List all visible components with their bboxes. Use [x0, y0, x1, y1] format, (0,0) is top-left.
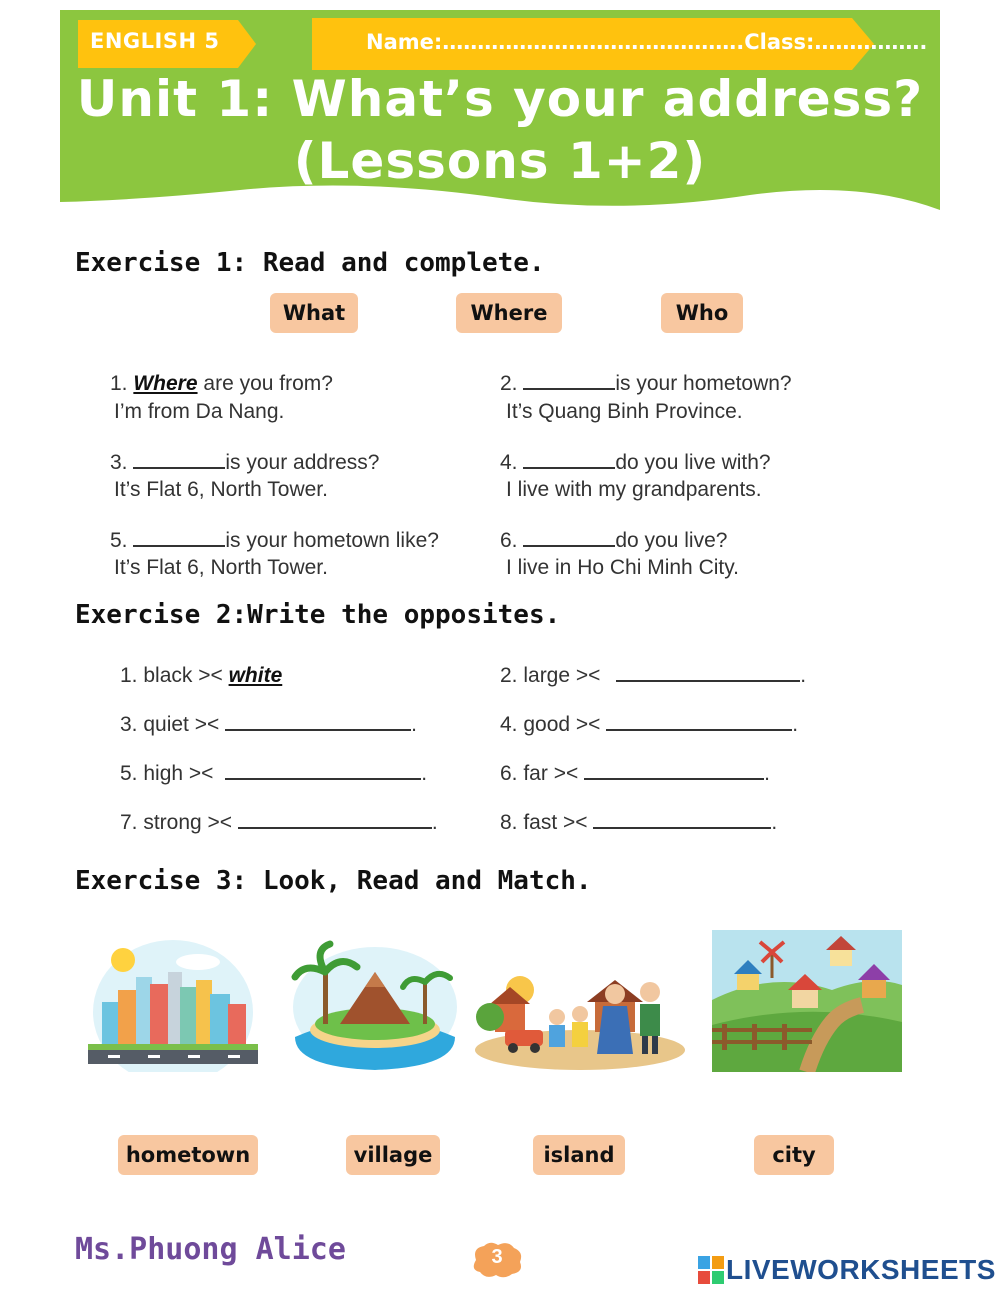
ex2-item-5 — [120, 760, 427, 787]
item-prompt: 6. far >< — [500, 762, 579, 785]
item-number: 2. — [500, 372, 518, 395]
word-city[interactable]: city — [754, 1135, 834, 1175]
answer-blank[interactable] — [523, 527, 615, 547]
ex2-item-6 — [500, 760, 770, 787]
answer-blank[interactable] — [133, 527, 225, 547]
item-prompt: 7. strong >< — [120, 811, 233, 834]
word-village[interactable]: village — [346, 1135, 440, 1175]
ex1-item-5 — [110, 527, 439, 554]
ex2-item-4 — [500, 711, 798, 738]
item-prompt: 2. large >< — [500, 664, 601, 687]
island-picture[interactable] — [285, 932, 465, 1072]
item-question: do you live? — [615, 529, 728, 552]
item-prompt: 3. quiet >< — [120, 713, 220, 736]
item-number: 5. — [110, 529, 128, 552]
word-bank-where[interactable]: Where — [456, 293, 562, 333]
ex2-item-3 — [120, 711, 417, 738]
ex1-item-3-response: It’s Flat 6, North Tower. — [114, 478, 328, 501]
ex2-item-1 — [120, 662, 282, 689]
ex1-item-1 — [110, 370, 333, 397]
answer-blank[interactable] — [523, 449, 615, 469]
brand-logo-text[interactable]: LIVEWORKSHEETS — [726, 1254, 996, 1285]
item-question: do you live with? — [615, 451, 771, 474]
answer-line[interactable] — [238, 809, 432, 829]
ex1-item-3 — [110, 449, 379, 476]
item-end: . — [771, 811, 778, 834]
item-question: is your address? — [225, 451, 380, 474]
ex2-item-8 — [500, 809, 777, 836]
item-prompt: 1. black >< — [120, 664, 223, 687]
ex1-item-5-response: It’s Flat 6, North Tower. — [114, 556, 328, 579]
word-bank-what[interactable]: What — [270, 293, 358, 333]
ex1-item-2 — [500, 370, 792, 397]
answer-line[interactable] — [584, 760, 764, 780]
item-end: . — [431, 811, 438, 834]
item-question: is your hometown? — [615, 372, 792, 395]
ex1-item-1-response: I’m from Da Nang. — [114, 400, 285, 423]
word-hometown[interactable]: hometown — [118, 1135, 258, 1175]
item-answer: Where — [133, 372, 198, 395]
item-answer: white — [228, 664, 283, 687]
ex2-item-7 — [120, 809, 438, 836]
subject-tag: ENGLISH 5 — [90, 29, 220, 53]
word-island[interactable]: island — [533, 1135, 625, 1175]
item-end: . — [792, 713, 799, 736]
answer-line[interactable] — [593, 809, 771, 829]
ex1-item-4 — [500, 449, 771, 476]
item-end: . — [800, 664, 807, 687]
item-prompt: 4. good >< — [500, 713, 601, 736]
item-end: . — [764, 762, 770, 785]
item-end: . — [411, 713, 417, 736]
author-name: Ms.Phuong Alice — [75, 1232, 346, 1267]
village-picture[interactable] — [712, 930, 902, 1072]
item-question: are you from? — [203, 372, 333, 395]
answer-line[interactable] — [225, 711, 411, 731]
exercise3-heading: Exercise 3: Look, Read and Match. — [75, 866, 592, 896]
ex1-item-4-response: I live with my grandparents. — [506, 478, 762, 501]
page-title: Unit 1: What’s your address? — [76, 70, 924, 128]
ex1-item-6-response: I live in Ho Chi Minh City. — [506, 556, 740, 579]
ex1-item-2-response: It’s Quang Binh Province. — [506, 400, 743, 423]
liveworksheets-logo-icon — [698, 1256, 724, 1284]
item-end: . — [421, 762, 428, 785]
hometown-picture[interactable] — [475, 962, 685, 1072]
answer-line[interactable] — [616, 662, 800, 682]
exercise1-heading: Exercise 1: Read and complete. — [75, 248, 545, 278]
answer-line[interactable] — [225, 760, 421, 780]
name-class-field[interactable]: Name:…………………………………….Class:……………. — [366, 30, 928, 54]
answer-blank[interactable] — [523, 370, 615, 390]
item-number: 6. — [500, 529, 518, 552]
item-number: 4. — [500, 451, 518, 474]
ex1-item-6 — [500, 527, 727, 554]
item-number: 3. — [110, 451, 128, 474]
exercise2-heading: Exercise 2:Write the opposites. — [75, 600, 561, 630]
ex2-item-2 — [500, 662, 806, 689]
item-number: 1. — [110, 372, 128, 395]
city-picture[interactable] — [88, 932, 258, 1072]
page-number: 3 — [491, 1246, 503, 1268]
item-prompt: 5. high >< — [120, 762, 214, 785]
item-prompt: 8. fast >< — [500, 811, 588, 834]
answer-blank[interactable] — [133, 449, 225, 469]
word-bank-who[interactable]: Who — [661, 293, 743, 333]
item-question: is your hometown like? — [225, 529, 439, 552]
answer-line[interactable] — [606, 711, 792, 731]
page-subtitle: (Lessons 1+2) — [293, 132, 707, 190]
